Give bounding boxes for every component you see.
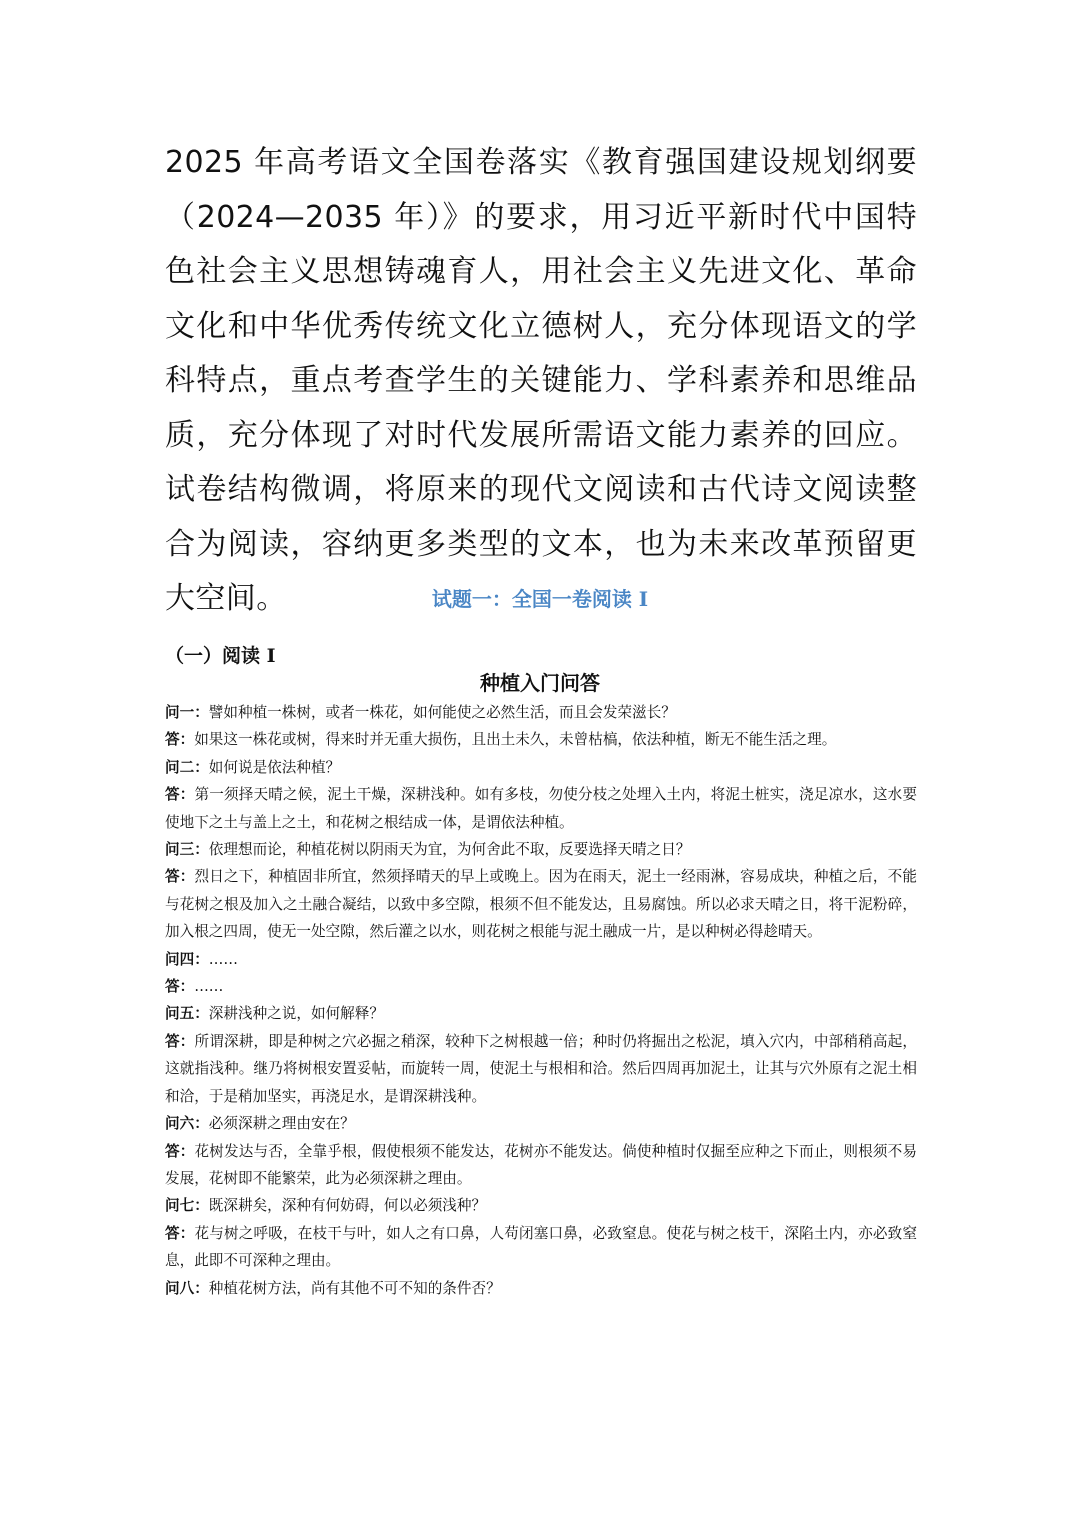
qa-label: 答：: [165, 978, 195, 996]
qa-line: [165, 836, 917, 863]
qa-label: 答：: [165, 1032, 195, 1050]
qa-text: 必须深耕之理由安在？: [208, 1115, 355, 1133]
qa-text: 既深耕矣，深种有何妨碍，何以必须浅种？: [208, 1197, 487, 1215]
qa-label: 问一：: [165, 704, 209, 721]
qa-text: 如果这一株花或树，得来时并无重大损伤，且出土未久，未曾枯槁，依法种植，断无不能生活之理。: [194, 731, 837, 749]
intro-paragraph: 2025 年高考语文全国卷落实《教育强国建设规划纲要（2024—2035 年）》的要求，用习近平新时代中国特色社会主义思想铸魂育人，用社会主义先进文化、革命文化和中华优秀传统文化立德树人，充分体现语文的学科特点，重点考查学生的关键能力、学科素养和思维品质，充分体现了对时代发展所需语文能力素养的回应。试卷结构微调，将原来的现代文阅读和古代诗文阅读整合为阅读，容纳更多类型的文本，也为未来改革预留更大空间。: [165, 145, 917, 616]
qa-line: [165, 1028, 917, 1110]
qa-text: 所谓深耕，即是种树之穴必掘之稍深，较种下之树根越一倍；种时仍将掘出之松泥，填入穴内，中部稍稍高起，这就指浅种。继乃将树根安置妥帖，而旋转一周，使泥土与根相和洽。然后四周再加泥土，让其与穴外原有之泥土相和洽，于是稍加坚实，再浇足水，是谓深耕浅种。: [165, 1032, 917, 1105]
qa-text: 花与树之呼吸，在枝干与叶，如人之有口鼻，人苟闭塞口鼻，必致窒息。使花与树之枝干，深陷土内，亦必致窒息，此即不可深种之理由。: [165, 1224, 917, 1270]
qa-text: 烈日之下，种植固非所宜，然须择晴天的早上或晚上。因为在雨天，泥土一经雨淋，容易成块，种植之后，不能与花树之根及加入之土融合凝结，以致中多空隙，根须不但不能发达，且易腐蚀。所以必求天晴之日，将干泥粉碎，加入根之四周，使无一处空隙，然后灌之以水，则花树之根能与泥土融成一片，是以种树必得趁晴天。: [165, 868, 917, 941]
qa-text: ……: [208, 950, 238, 968]
qa-line: [165, 781, 917, 836]
qa-label: 答：: [165, 868, 195, 886]
qa-line: [165, 1000, 917, 1027]
section-title: 试题一：全国一卷阅读 I: [431, 587, 649, 611]
qa-label: 问三：: [165, 841, 209, 859]
qa-line: [165, 1192, 917, 1219]
qa-line: [165, 1220, 917, 1275]
qa-text: 譬如种植一株树，或者一株花，如何能使之必然生活，而且会发荣滋长？: [208, 704, 676, 721]
qa-label: 答：: [165, 1224, 195, 1242]
qa-label: 问六：: [165, 1115, 209, 1133]
qa-line: [165, 1138, 917, 1193]
qa-text: 第一须择天晴之候，泥土干燥，深耕浅种。如有多枝，勿使分枝之处埋入土内，将泥土桩实，浇足凉水，这水要使地下之土与盖上之土，和花树之根结成一体，是谓依法种植。: [165, 786, 917, 831]
qa-line: [165, 973, 917, 1000]
qa-label: 答：: [165, 786, 195, 804]
reading-sub-heading: （一）阅读 I: [165, 645, 276, 667]
qa-line: [165, 1275, 917, 1302]
qa-line: [165, 699, 917, 726]
qa-text: 依理想而论，种植花树以阴雨天为宜，为何舍此不取，反要选择天晴之日？: [208, 841, 691, 859]
qa-line: [165, 754, 917, 781]
qa-label: 问五：: [165, 1005, 209, 1023]
passage-title: 种植入门问答: [480, 671, 600, 695]
qa-text: ……: [194, 978, 224, 996]
qa-label: 答：: [165, 1142, 195, 1160]
qa-text: 花树发达与否，全靠乎根，假使根须不能发达，花树亦不能发达。倘使种植时仅掘至应种之下而止，则根须不易发展，花树即不能繁荣，此为必须深耕之理由。: [165, 1142, 917, 1187]
qa-text: 如何说是依法种植？: [208, 758, 341, 776]
qa-text: 深耕浅种之说，如何解释？: [208, 1005, 384, 1023]
qa-list: [165, 699, 917, 1302]
qa-label: 答：: [165, 731, 195, 749]
qa-line: [165, 863, 917, 945]
qa-label: 问八：: [165, 1279, 209, 1297]
qa-line: [165, 726, 917, 753]
qa-text: 种植花树方法，尚有其他不可不知的条件否？: [208, 1279, 501, 1297]
qa-line: [165, 1110, 917, 1137]
qa-label: 问四：: [165, 950, 209, 968]
qa-line: [165, 946, 917, 973]
qa-label: 问七：: [165, 1197, 209, 1215]
qa-label: 问二：: [165, 758, 209, 776]
